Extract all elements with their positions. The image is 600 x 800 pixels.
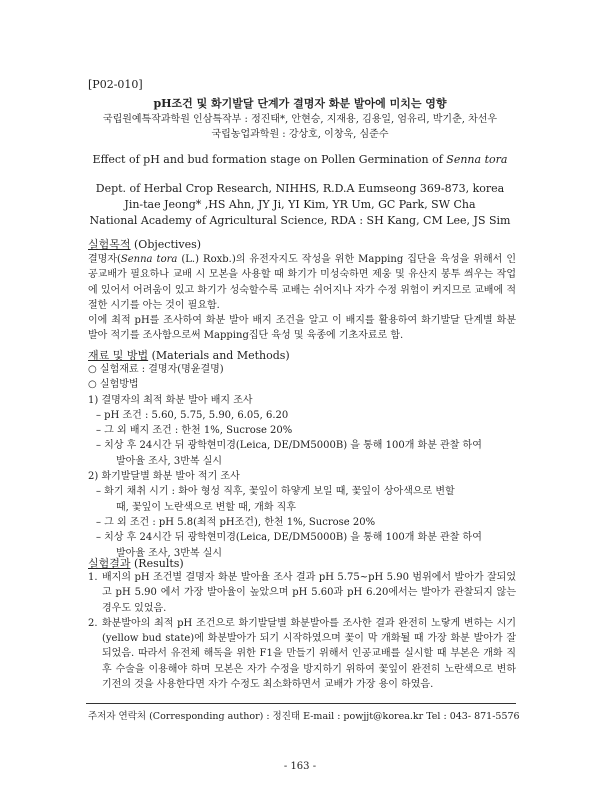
affiliation-line-3: National Academy of Agricultural Science, RDA : SH Kang, CM Lee, JS Sim [89, 214, 511, 227]
authors-korean-1: 국립원예특작과학원 인삼특작부 : 정진태*, 안현승, 지재용, 김용일, 엄유리, 박기춘, 차선우 [102, 114, 498, 125]
methods-line: – pH 조건 : 5.60, 5.75, 5.90, 6.05, 6.20 [96, 409, 289, 421]
results-item-text: 배지의 pH 조건별 결명자 화분 발아율 조사 결과 pH 5.75~pH 5.90 범위에서 발아가 잘되었고 pH 5.90 에서 가장 발아율이 높았으며 pH 5.60과 pH 6.20에서는 발아가 관찰되지 않는 경우도 있었음. [102, 572, 516, 614]
page-number: - 163 - [283, 761, 317, 772]
objectives-p1-rest: (L.) Roxb.)의 유전자지도 작성을 위한 Mapping 집단을 육성을 위해서 인공교배가 필요하나 교배 시 모본을 사용할 때 화기가 미성숙하면 제웅 및 유산지 봉투 씌우는 작업에 있어서 어려움이 있고 화기가 성숙할수록 교배는 쉬어지나 자가 수정 위험이 커지므로 교배에 적절한 시기를 아는 것이 필요함. [88, 254, 517, 311]
affiliation-line-2: Jin-tae Jeong* ,HS Ahn, JY Ji, YI Kim, YR Um, GC Park, SW Cha [124, 198, 476, 211]
methods-line: – 치상 후 24시간 뒤 광학현미경(Leica, DE/DM5000B) 을 통해 100개 화분 관찰 하여 [96, 532, 482, 544]
methods-line: – 그 외 배지 조건 : 한천 1%, Sucrose 20% [96, 425, 293, 437]
corresponding-author: 주저자 연락처 (Corresponding author) : 정진태 E-mail : powjjt@korea.kr Tel : 043- 871-5576 [88, 711, 520, 722]
methods-line: – 그 외 조건 : pH 5.8(최적 pH조건), 한천 1%, Sucrose 20% [96, 516, 376, 528]
results-item-number: 1. [88, 572, 98, 583]
affiliations [60, 181, 540, 229]
objectives-p1-species: Senna tora [120, 254, 178, 265]
results-heading-ko: 실험결과 [88, 557, 131, 570]
objectives-paragraph-2: 이에 최적 pH를 조사하여 화분 발아 배지 조건을 알고 이 배지를 활용하여 화기발달 단계별 화분 발아 적기를 조사함으로써 Mapping집단 육성 및 육종에 기초자료로 함. [88, 315, 516, 342]
authors-korean-2: 국립농업과학원 : 강상호, 이창욱, 심준수 [211, 129, 389, 140]
methods-heading [88, 347, 290, 363]
objectives-heading-ko: 실험목적 [88, 238, 131, 251]
methods-line: – 치상 후 24시간 뒤 광학현미경(Leica, DE/DM5000B) 을 통해 100개 화분 관찰 하여 [96, 440, 482, 452]
objectives-paragraph-1 [88, 252, 516, 313]
methods-line: 발아율 조사, 3반복 실시 [116, 455, 223, 467]
methods-list [88, 362, 518, 561]
results-heading [88, 555, 184, 571]
results-list [88, 570, 516, 692]
methods-line: – 화기 채취 시기 : 화아 형성 직후, 꽃잎이 하얗게 보일 때, 꽃잎이 상아색으로 변할 [96, 486, 455, 498]
results-item [88, 570, 516, 616]
methods-heading-en: (Materials and Methods) [148, 349, 290, 362]
objectives-heading-en: (Objectives) [130, 238, 202, 251]
objectives-heading [88, 236, 201, 252]
title-english-species: Senna tora [446, 153, 508, 166]
title-korean: pH조건 및 화기발달 단계가 결명자 화분 발아에 미치는 영향 [153, 97, 447, 110]
results-item-number: 2. [88, 617, 98, 629]
methods-line: 1) 결명자의 최적 화분 발아 배지 조사 [88, 394, 253, 406]
abstract-code: [P02-010] [88, 78, 143, 91]
objectives-p1-start: 결명자( [88, 254, 121, 265]
footer-divider [86, 703, 516, 704]
methods-line: 2) 화기발달별 화분 발아 적기 조사 [88, 471, 240, 483]
results-heading-en: (Results) [130, 557, 184, 570]
methods-line: ○ 실험재료 : 결명자(명윤결명) [88, 364, 224, 375]
results-item-text: 화분발아의 최적 pH 조건으로 화기발달별 화분발아를 조사한 결과 완전히 노랗게 변하는 시기(yellow bud state)에 화분발아가 되기 시작하였으며 꽃이 막 개화될 때 가장 화분 발아가 잘되었음. 따라서 유전체 해독을 위한 F1을 만들기 위해서 인공교배를 실시할 때 부본은 개화 직후 수술을 이용해야 하며 모본은 자가 수정을 방지하기 위하여 꽃잎이 완전히 노란색으로 변하기전의 것을 사용한다면 자가 수정도 최소화하면서 교배가 가장 용이 하였음. [102, 617, 516, 691]
methods-heading-ko: 재료 및 방법 [88, 349, 149, 362]
methods-line: ○ 실험방법 [88, 379, 139, 391]
affiliation-line-1: Dept. of Herbal Crop Research, NIHHS, R.D.A Eumseong 369-873, korea [95, 182, 505, 195]
methods-line: 발아율 조사, 3반복 실시 [116, 547, 223, 559]
title-english-text: Effect of pH and bud formation stage on Pollen Germination of [92, 153, 447, 166]
objectives-body [88, 252, 516, 344]
methods-line: 때, 꽃잎이 노란색으로 변할 때, 개화 직후 [116, 501, 296, 513]
title-english [60, 152, 540, 167]
results-item [88, 616, 516, 692]
